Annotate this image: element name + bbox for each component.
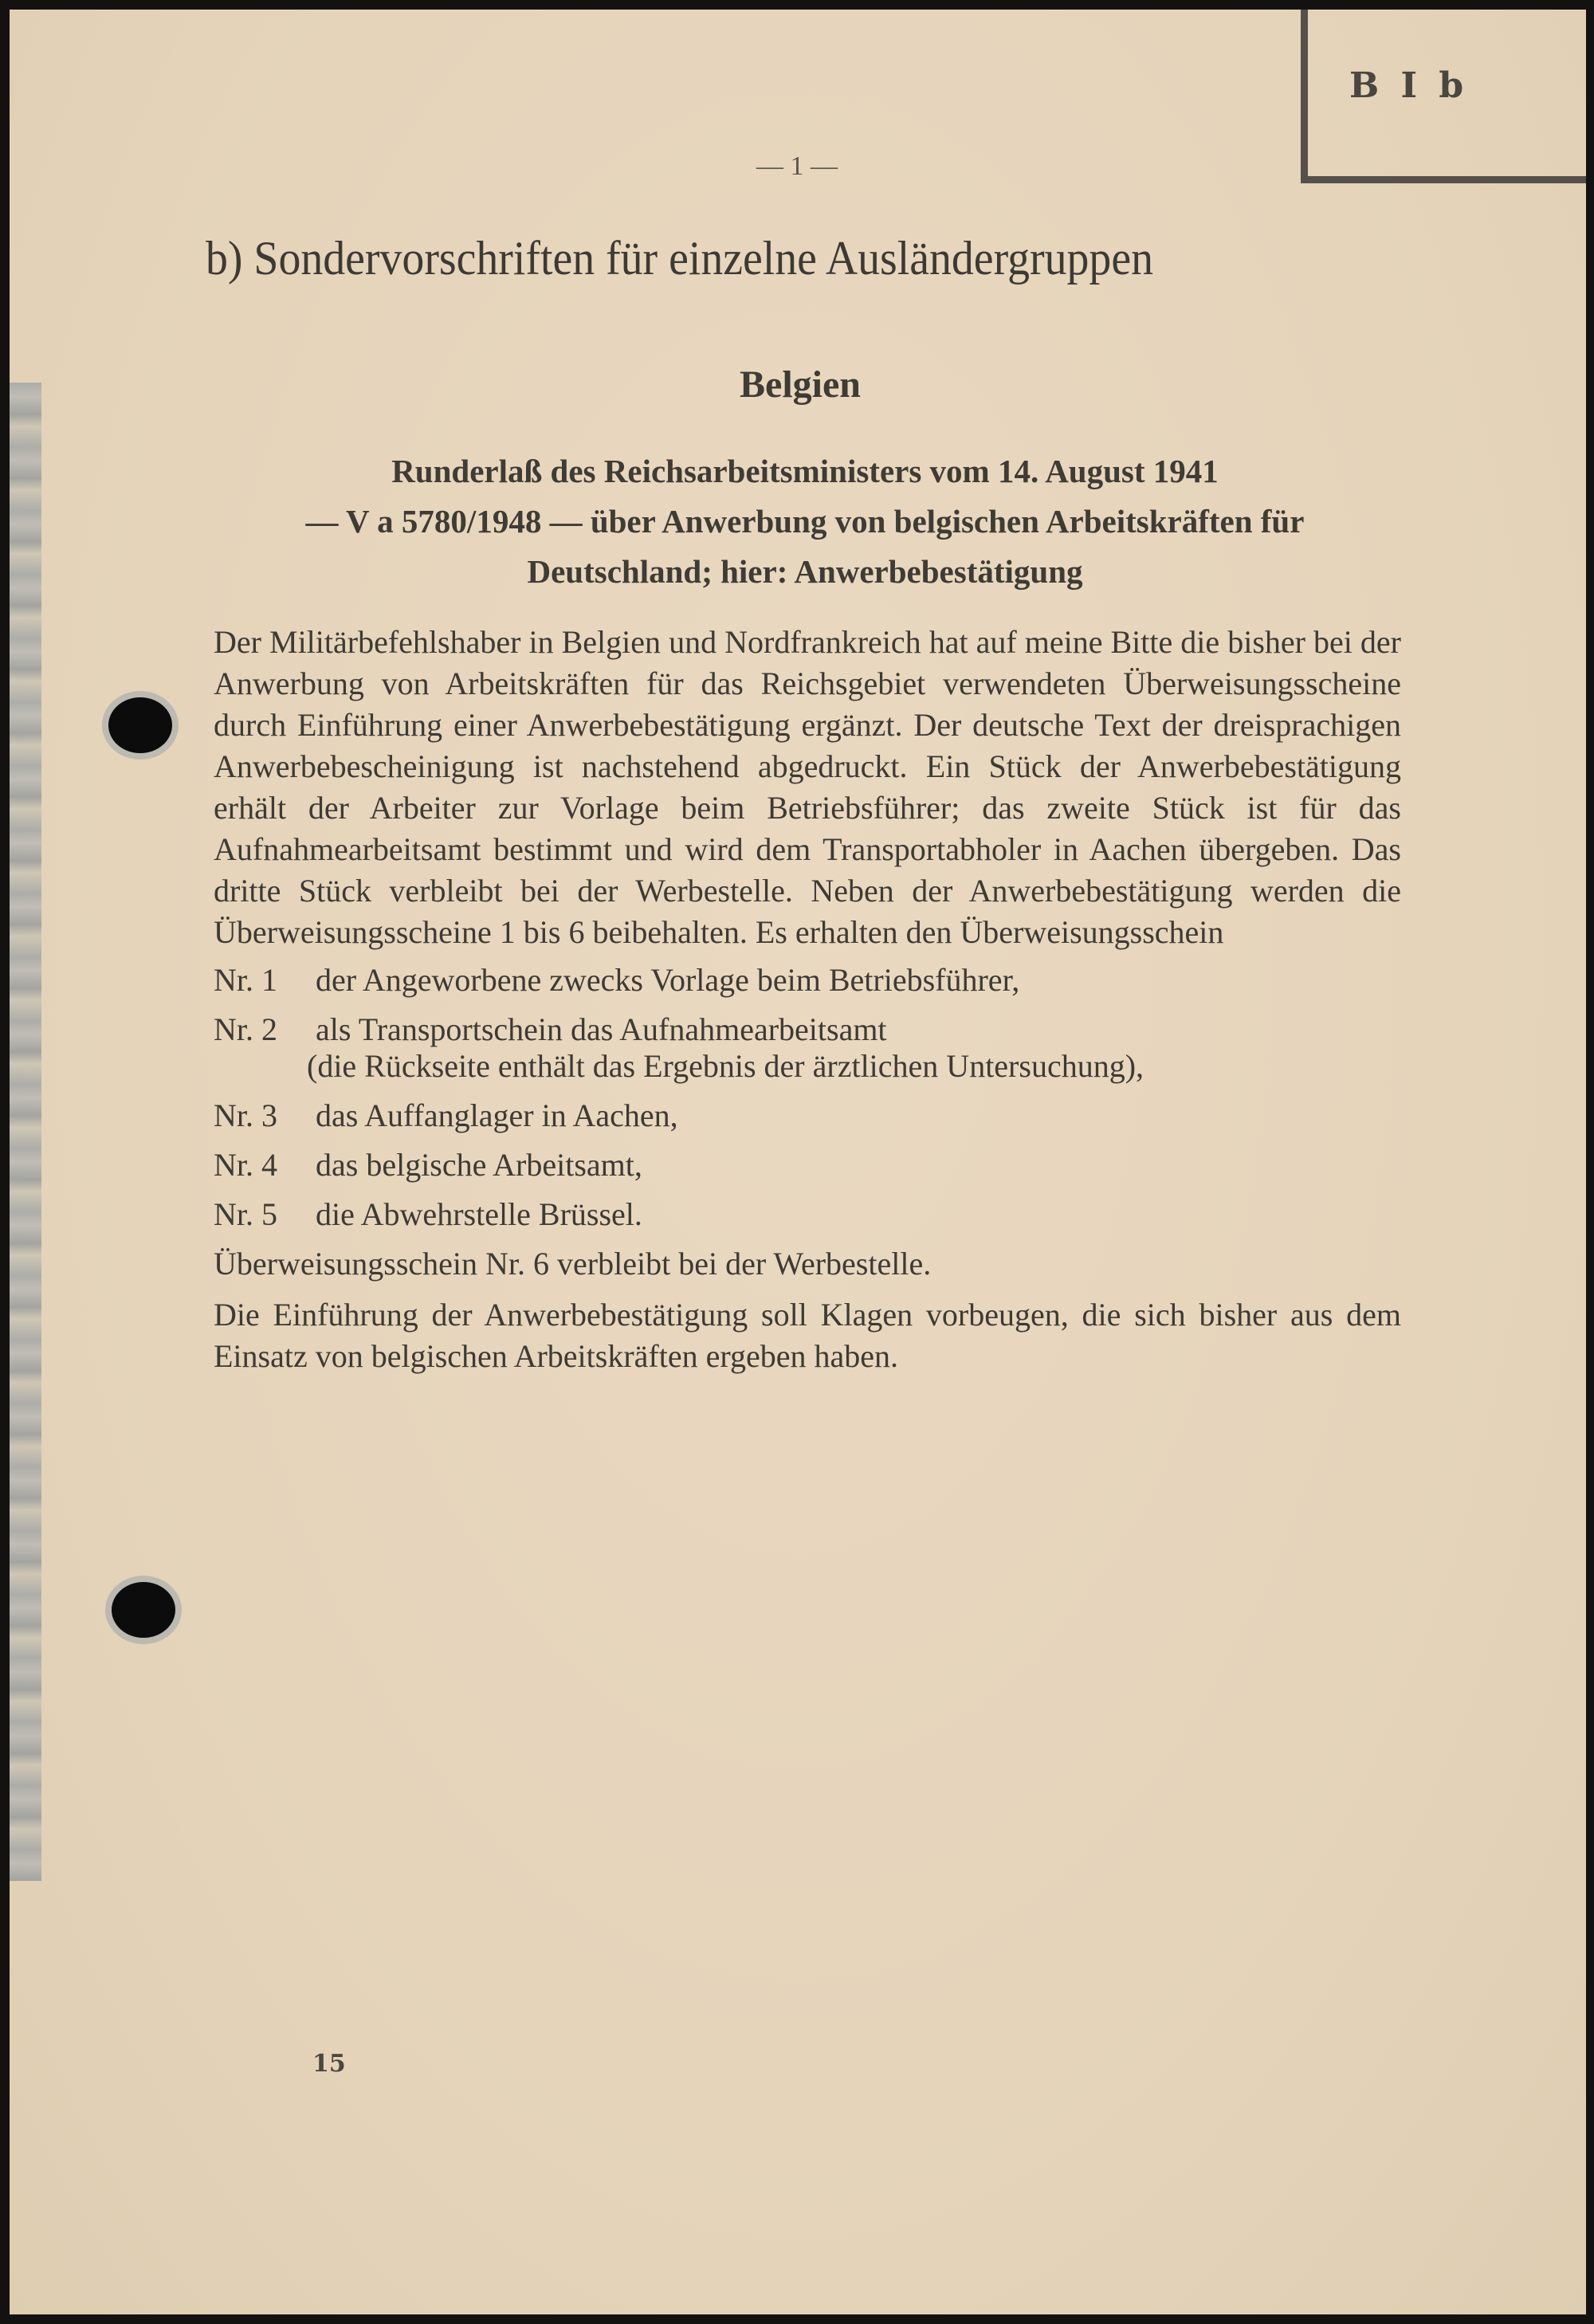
recipient-text: die Abwehrstelle Brüssel. [316, 1196, 642, 1232]
decree-line: — V a 5780/1948 — über Anwerbung von belgischen Arbeitskräften für [305, 503, 1305, 540]
decree-line: Deutschland; hier: Anwerbebestätigung [527, 553, 1083, 590]
country-heading: Belgien [740, 363, 861, 406]
punch-hole-top [108, 697, 172, 753]
recipient-number: Nr. 1 [214, 962, 277, 998]
document-body [214, 622, 1401, 1377]
binding-tape-strip [10, 383, 41, 1881]
list-item [214, 1009, 1401, 1087]
closing-paragraph: Die Einführung der Anwerbebestätigung soll Klagen vorbeugen, die sich bisher aus dem Einsatz von belgischen Arbeitskräften ergeben haben. [214, 1297, 1401, 1374]
decree-line: Runderlaß des Reichsarbeitsministers vom 14. August 1941 [391, 453, 1219, 489]
list-item [214, 1194, 1401, 1235]
register-tab-label: B I b [1349, 65, 1469, 106]
recipient-text: das Auffanglager in Aachen, [316, 1097, 678, 1133]
recipient-number: Nr. 5 [214, 1196, 277, 1232]
list-item [214, 960, 1401, 1001]
decree-heading [207, 446, 1403, 597]
list-item [214, 1095, 1401, 1136]
list-item [214, 1144, 1401, 1186]
recipient-number: Nr. 3 [214, 1097, 277, 1133]
recipient-text: das belgische Arbeitsamt, [316, 1147, 642, 1183]
page-marker: — 1 — [756, 151, 838, 181]
recipient-text: der Angeworbene zwecks Vorlage beim Betriebsführer, [316, 962, 1020, 998]
recipient-number: Nr. 2 [214, 1011, 277, 1047]
punch-hole-bottom [112, 1582, 175, 1638]
intro-paragraph: Der Militärbefehlshaber in Belgien und Nordfrankreich hat auf meine Bitte die bisher bei der Anwerbung von Arbeitskräften für das Reichsgebiet verwendeten Überweisungsscheine durch Einführung einer Anwerbebestätigung ergänzt. Der deutsche Text der dreisprachigen Anwerbebescheinigung ist nachstehend abgedruckt. Ein Stück der Anwerbebestätigung erhält der Arbeiter zur Vorlage beim Betriebsführer; das zweite Stück ist für das Aufnahmearbeitsamt bestimmt und wird dem Transportabholer in Aachen übergeben. Das dritte Stück verbleibt bei der Werbestelle. Neben der Anwerbebestätigung werden die Überweisungsscheine 1 bis 6 beibehalten. Es erhalten den Überweisungsschein [214, 624, 1401, 950]
section-title: b) Sondervorschriften für einzelne Ausländergruppen [206, 232, 1154, 285]
footer-page-number: 15 [312, 2050, 346, 2078]
recipient-note: (die Rückseite enthält das Ergebnis der ärztlichen Untersuchung), [307, 1048, 1144, 1084]
sixth-slip-note: Überweisungsschein Nr. 6 verbleibt bei der Werbestelle. [214, 1246, 932, 1282]
recipient-text: als Transportschein das Aufnahmearbeitsamt [316, 1011, 887, 1047]
recipient-number: Nr. 4 [214, 1147, 277, 1183]
recipient-list [214, 960, 1401, 1235]
